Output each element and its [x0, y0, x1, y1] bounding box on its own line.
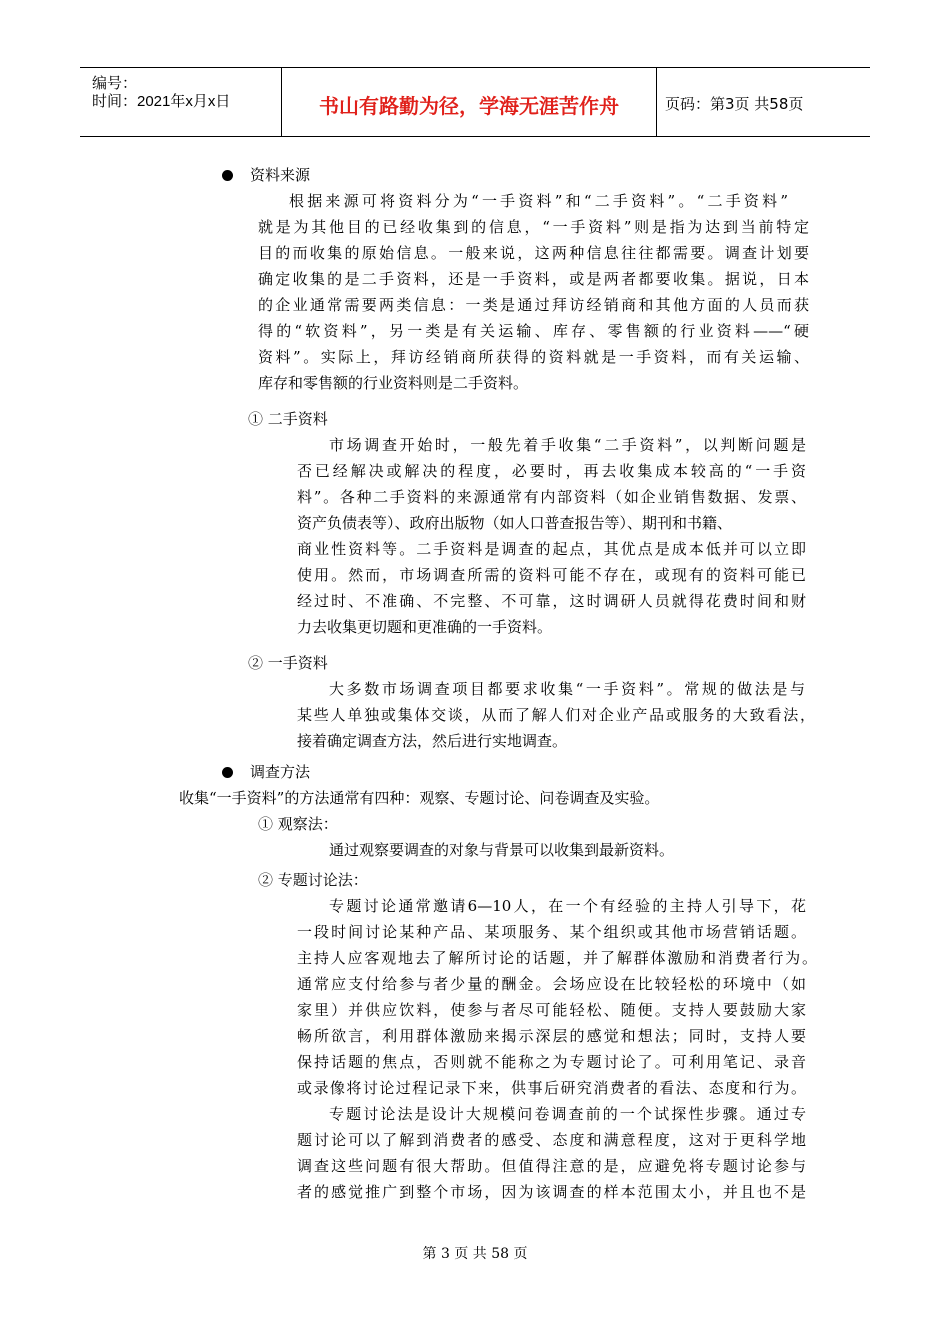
header-motto: 书山有路勤为径，学海无涯苦作舟: [319, 94, 619, 118]
bullet-icon: [222, 170, 233, 181]
paragraph-line: 库存和零售额的行业资料则是二手资料。: [258, 374, 529, 392]
header-info-cell: [80, 68, 282, 136]
paragraph-line: 根据来源可将资料分为“一手资料”和“二手资料”。“二手资料”: [289, 192, 788, 210]
paragraph-line: 接着确定调查方法，然后进行实地调查。: [297, 732, 568, 750]
paragraph-line: 得的“软资料”，另一类是有关运输、库存、零售额的行业资料——“硬: [258, 322, 809, 340]
paragraph-line: 通常应支付给参与者少量的酬金。会场应设在比较轻松的环境中（如: [297, 975, 806, 993]
paragraph-line: 专题讨论通常邀请6—10人，在一个有经验的主持人引导下，花: [329, 897, 806, 915]
header-motto-cell: [282, 68, 657, 136]
paragraph-line: 主持人应客观地去了解所讨论的话题，并了解群体激励和消费者行为。: [297, 949, 817, 967]
paragraph-line: 资料”。实际上，拜访经销商所获得的资料就是一手资料，而有关运输、: [258, 348, 809, 366]
paragraph-line: 大多数市场调查项目都要求收集“一手资料”。常规的做法是与: [329, 680, 805, 698]
paragraph-line: 的企业通常需要两类信息：一类是通过拜访经销商和其他方面的人员而获: [258, 296, 809, 314]
header-page-cell: [657, 68, 870, 136]
page-footer: 第 3 页 共 58 页: [422, 1246, 528, 1262]
paragraph-line: 确定收集的是二手资料，还是一手资料，或是两者都要收集。据说，日本: [258, 270, 809, 288]
paragraph-line: 畅所欲言，利用群体激励来揭示深层的感觉和想法；同时，支持人要: [297, 1027, 806, 1045]
paragraph-line: 某些人单独或集体交谈，从而了解人们对企业产品或服务的大致看法，: [297, 706, 815, 724]
paragraph-line: 者的感觉推广到整个市场，因为该调查的样本范围太小，并且也不是: [297, 1183, 806, 1201]
paragraph-line: 力去收集更切题和更准确的一手资料。: [297, 618, 553, 636]
paragraph-line: 或录像将讨论过程记录下来，供事后研究消费者的看法、态度和行为。: [297, 1079, 806, 1097]
paragraph-line: 家里）并供应饮料，使参与者尽可能轻松、随便。支持人要鼓励大家: [297, 1001, 806, 1019]
methods-intro: 收集“一手资料”的方法通常有四种：观察、专题讨论、问卷调查及实验。: [179, 789, 660, 807]
method-title-observation: ① 观察法：: [258, 815, 338, 833]
paragraph-line: 就是为其他目的已经收集到的信息，“一手资料”则是指为达到当前特定: [258, 218, 809, 236]
paragraph-line: 题讨论可以了解到消费者的感受、态度和满意程度，这对于更科学地: [297, 1131, 806, 1149]
document-date-label: 时间：2021年x月x日: [92, 93, 231, 110]
method-text-observation: 通过观察要调查的对象与背景可以收集到最新资料。: [329, 841, 675, 859]
page-header: [80, 67, 870, 137]
paragraph-line: 保持话题的焦点，否则就不能称之为专题讨论了。可利用笔记、录音: [297, 1053, 806, 1071]
paragraph-line: 一段时间讨论某种产品、某项服务、某个组织或其他市场营销话题。: [297, 923, 806, 941]
paragraph-line: 专题讨论法是设计大规模问卷调查前的一个试探性步骤。通过专: [329, 1105, 806, 1123]
paragraph-line: 否已经解决或解决的程度，必要时，再去收集成本较高的“一手资: [297, 462, 806, 480]
paragraph-line: 料”。各种二手资料的来源通常有内部资料（如企业销售数据、发票、: [297, 488, 806, 506]
paragraph-line: 资产负债表等）、政府出版物（如人口普查报告等）、期刊和书籍、: [297, 514, 733, 532]
paragraph-line: 目的而收集的原始信息。一般来说，这两种信息往往都需要。调查计划要: [258, 244, 809, 262]
header-page-number: 页码：第3页 共58页: [665, 95, 804, 113]
method-title-focus-group: ② 专题讨论法：: [258, 871, 368, 889]
document-number-label: 编号：: [92, 75, 138, 92]
paragraph-line: 使用。然而，市场调查所需的资料可能不存在，或现有的资料可能已: [297, 566, 806, 584]
subsection-title-secondary: ① 二手资料: [248, 410, 328, 428]
section-title-sources: 资料来源: [250, 166, 311, 184]
bullet-icon: [222, 767, 233, 778]
paragraph-line: 调查这些问题有很大帮助。但值得注意的是，应避免将专题讨论参与: [297, 1157, 806, 1175]
section-title-methods: 调查方法: [250, 763, 311, 781]
paragraph-line: 商业性资料等。二手资料是调查的起点，其优点是成本低并可以立即: [297, 540, 806, 558]
paragraph-line: 市场调查开始时，一般先着手收集“二手资料”，以判断问题是: [329, 436, 806, 454]
subsection-title-primary: ② 一手资料: [248, 654, 328, 672]
paragraph-line: 经过时、不准确、不完整、不可靠，这时调研人员就得花费时间和财: [297, 592, 806, 610]
